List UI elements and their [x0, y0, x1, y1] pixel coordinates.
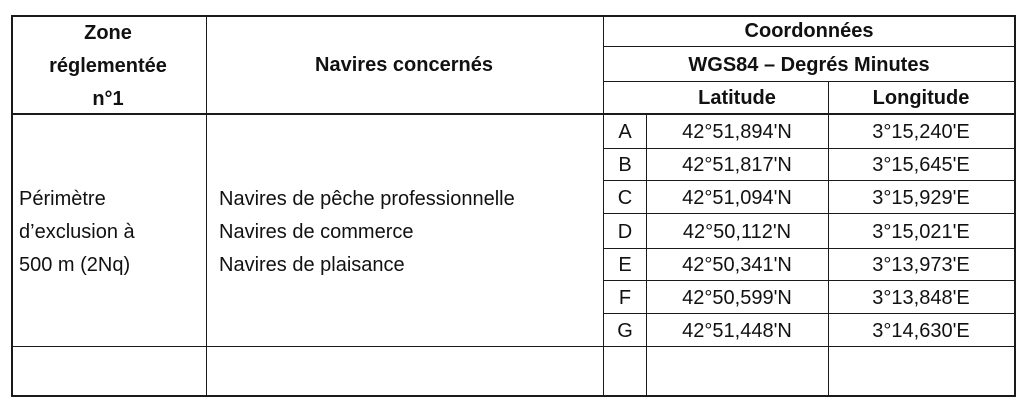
divider-lat-lon	[828, 81, 829, 397]
coordinates-header: Coordonnées	[744, 20, 874, 42]
point-lon-e: 3°13,973'E	[872, 254, 970, 276]
vessel-type-professional-fishing: Navires de pêche professionnelle	[219, 188, 515, 210]
zone-header-line-1: Zone	[84, 22, 132, 44]
point-lon-g: 3°14,630'E	[872, 320, 970, 342]
datum-header: WGS84 – Degrés Minutes	[688, 54, 930, 76]
divider-row-b-c	[603, 180, 828, 181]
table-border-left	[11, 15, 13, 397]
point-lat-b: 42°51,817'N	[682, 154, 792, 176]
divider-row-g-end	[603, 346, 1015, 347]
divider-point-lat	[646, 114, 647, 397]
table-border-right	[1014, 15, 1016, 397]
zone-line-3: 500 m (2Nq)	[19, 254, 131, 276]
point-lon-d: 3°15,021'E	[872, 221, 970, 243]
point-id-f: F	[618, 287, 632, 309]
zone-header-line-2: réglementée	[49, 55, 167, 77]
divider-row-e-f	[603, 280, 828, 281]
zone-header-line-3: n°1	[92, 88, 124, 110]
divider-lon-row-b-c	[828, 180, 1015, 181]
point-id-g: G	[617, 320, 633, 342]
point-id-c: C	[617, 187, 633, 209]
divider-vessels-coords	[603, 15, 604, 397]
divider-lon-row-e-f	[828, 280, 1015, 281]
vessel-type-leisure: Navires de plaisance	[219, 254, 405, 276]
point-lon-f: 3°13,848'E	[872, 287, 970, 309]
latitude-header: Latitude	[698, 87, 776, 109]
divider-datum	[603, 81, 1015, 82]
zone-line-2: d’exclusion à	[19, 221, 135, 243]
point-lat-c: 42°51,094'N	[682, 187, 792, 209]
point-id-a: A	[618, 121, 632, 143]
longitude-header: Longitude	[872, 87, 970, 109]
divider-row-c-d	[603, 213, 828, 214]
divider-lon-row-c-d	[828, 213, 1015, 214]
point-lat-f: 42°50,599'N	[682, 287, 792, 309]
vessel-type-commerce: Navires de commerce	[219, 221, 414, 243]
point-lon-a: 3°15,240'E	[872, 121, 970, 143]
point-lat-g: 42°51,448'N	[682, 320, 792, 342]
divider-row-f-g	[603, 313, 828, 314]
point-lon-c: 3°15,929'E	[872, 187, 970, 209]
point-id-e: E	[618, 254, 632, 276]
divider-row-a-b	[603, 148, 828, 149]
divider-lon-row-f-g	[828, 313, 1015, 314]
divider-zone-vessels	[206, 15, 207, 397]
zone-line-1: Périmètre	[19, 188, 106, 210]
divider-header-body	[11, 113, 1016, 115]
vessels-header: Navires concernés	[315, 54, 493, 76]
point-id-b: B	[618, 154, 632, 176]
point-id-d: D	[617, 221, 633, 243]
table-border-bottom	[11, 395, 1016, 397]
point-lat-a: 42°51,894'N	[682, 121, 792, 143]
divider-coords-title	[603, 46, 1015, 47]
divider-lon-row-d-e	[828, 248, 1015, 249]
table-border-top	[11, 15, 1016, 17]
divider-lon-row-a-b	[828, 148, 1015, 149]
point-lon-b: 3°15,645'E	[872, 154, 970, 176]
point-lat-d: 42°50,112'N	[682, 221, 792, 243]
divider-empty-row	[11, 346, 604, 347]
point-lat-e: 42°50,341'N	[682, 254, 792, 276]
divider-row-d-e	[603, 248, 828, 249]
